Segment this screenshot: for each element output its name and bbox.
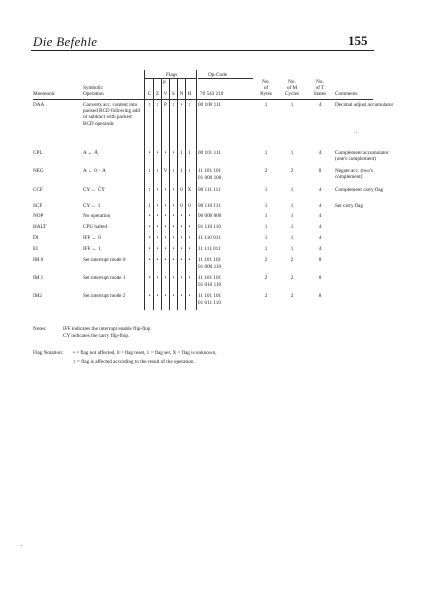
flags-header: Flags — [166, 72, 178, 78]
mcycles-header-bottom: Cycles — [284, 91, 300, 97]
opcode-header: Op-Code — [208, 72, 228, 78]
opcode-cell-line2: 01 010 110 — [198, 282, 222, 288]
flag-cell: ↕ — [172, 168, 175, 174]
mnemonic-cell: SCF — [33, 203, 43, 209]
scan-speck — [356, 132, 357, 133]
flag-cell: • — [164, 213, 167, 219]
bytes-cell: 1 — [264, 246, 268, 252]
operation-cell: Set interrupt mode 1 — [83, 275, 126, 281]
bytes-cell: 2 — [264, 275, 268, 281]
chapter-title: Die Befehle — [33, 34, 98, 49]
mcycles-cell: 2 — [290, 257, 294, 263]
tstates-cell: 4 — [318, 187, 322, 193]
opcode-cell: 00 101 111 — [198, 150, 221, 156]
flag-cell: ↕ — [172, 102, 175, 108]
opcode-cell: 11 101 101 — [198, 168, 222, 174]
flag-cell: • — [172, 275, 175, 281]
operation-cell: A ← 0 − A — [83, 168, 106, 174]
flag-cell: ↕ — [156, 168, 159, 174]
flag-cell: • — [164, 203, 167, 209]
note-line: IFF indicates the interrupt enable flip-flop — [63, 326, 151, 332]
tstates-header-bottom: States — [313, 91, 327, 97]
opcode-cell: 00 110 111 — [198, 203, 221, 209]
flag-col-header: C — [147, 91, 152, 97]
flag-cell: ↕ — [188, 102, 191, 108]
mnemonic-cell: DI — [33, 235, 39, 241]
mcycles-cell: 2 — [290, 293, 294, 299]
operation-cell: CY ← 1 — [83, 203, 101, 209]
flag-cell: • — [172, 257, 175, 263]
flag-cell: • — [164, 224, 167, 230]
bytes-cell: 1 — [264, 102, 268, 108]
flag-cell: • — [164, 275, 167, 281]
bytes-cell: 2 — [264, 293, 268, 299]
flag-cell: • — [180, 235, 183, 241]
comment-cell: Set carry flag — [335, 203, 363, 209]
bytes-header-mid: of — [263, 85, 269, 91]
flags-left-rule — [144, 70, 145, 310]
opcode-bits-header: 76 543 210 — [200, 91, 224, 97]
opcode-cell: 00 100 111 — [198, 102, 221, 108]
flag-cell: ↕ — [156, 102, 159, 108]
mcycles-header-top: No. — [288, 79, 296, 85]
flag-cell: ↕ — [148, 168, 151, 174]
header-rule — [31, 50, 374, 51]
flag-cell: 0 — [180, 203, 183, 209]
bytes-cell: 1 — [264, 235, 268, 241]
bytes-cell: 2 — [264, 257, 268, 263]
flag-col-header: H — [187, 91, 192, 97]
flag-col-header: Z — [155, 91, 160, 97]
opcode-cell-line2: 01 000 110 — [198, 264, 222, 270]
mnemonic-cell: IM 1 — [33, 275, 44, 281]
flag-notation-line: • = flag not affected, 0 = flag reset, 1 = flag set, X = flag is unknown, — [73, 350, 217, 356]
opcode-cell: 11 101 101 — [198, 293, 222, 299]
note-line: CY indicates the carry flip-flop. — [63, 333, 130, 339]
flag-cell: • — [148, 275, 151, 281]
flag-cell: 0 — [180, 187, 183, 193]
mnemonic-cell: NEG — [33, 168, 44, 174]
comment-cell: Complement accumulator (one's complement) — [335, 150, 389, 163]
flags-right-rule — [196, 70, 197, 310]
bytes-cell: 1 — [264, 224, 268, 230]
flag-cell: 1 — [148, 203, 151, 209]
operation-cell: Set interrupt mode 0 — [83, 257, 126, 263]
mnemonic-cell: CCF — [33, 187, 43, 193]
operation-cell: Converts acc. content into packed BCD following add or subtract with packed BCD operands — [83, 102, 140, 127]
mcycles-cell: 1 — [290, 102, 294, 108]
flag-cell: • — [156, 235, 159, 241]
tstates-cell: 4 — [318, 102, 322, 108]
tstates-cell: 4 — [318, 150, 322, 156]
flag-cell: 1 — [180, 168, 183, 174]
flag-cell: • — [148, 224, 151, 230]
flag-col-header: V — [163, 91, 168, 97]
bytes-cell: 1 — [264, 213, 268, 219]
flag-cell: • — [148, 293, 151, 299]
flag-cell: • — [156, 224, 159, 230]
flag-cell: • — [148, 257, 151, 263]
flag-cell: • — [148, 213, 151, 219]
comment-cell: Decimal adjust accumulator — [335, 102, 394, 108]
notes-label: Notes: — [33, 326, 47, 332]
flag-cell: • — [180, 102, 183, 108]
tstates-cell: 8 — [318, 257, 322, 263]
flag-cell: • — [156, 213, 159, 219]
tstates-cell: 8 — [318, 293, 322, 299]
tstates-cell: 8 — [318, 275, 322, 281]
tstates-cell: 8 — [318, 168, 322, 174]
flag-cell: • — [180, 224, 183, 230]
bytes-header-bottom: Bytes — [260, 91, 272, 97]
bytes-header-top: No. — [262, 79, 270, 85]
flag-cell: • — [164, 246, 167, 252]
flag-cell: 1 — [188, 150, 191, 156]
flag-cell: • — [188, 275, 191, 281]
operation-cell: A ← Ā — [83, 150, 98, 156]
opcode-cell: 00 000 000 — [198, 213, 222, 219]
flag-cell: • — [164, 235, 167, 241]
flag-cell: • — [164, 257, 167, 263]
mnemonic-cell: EI — [33, 246, 38, 252]
flag-cell: • — [180, 213, 183, 219]
flag-col-header: N — [179, 91, 184, 97]
mnemonic-cell: CPL — [33, 150, 43, 156]
operation-header: Operation — [83, 91, 104, 97]
opcode-cell: 11 110 011 — [198, 235, 221, 241]
flag-cell: ↕ — [148, 187, 151, 193]
flag-cell: • — [156, 150, 159, 156]
flag-cell: • — [188, 293, 191, 299]
flag-cell: • — [156, 187, 159, 193]
mnemonic-cell: IM2 — [33, 293, 42, 299]
flag-cell: • — [188, 224, 191, 230]
flag-cell: V — [163, 168, 168, 174]
flag-cell: • — [148, 235, 151, 241]
bytes-cell: 1 — [264, 150, 268, 156]
flag-cell: • — [156, 246, 159, 252]
flag-cell: • — [156, 203, 159, 209]
scan-speck — [21, 545, 22, 546]
flag-cell: 1 — [180, 150, 183, 156]
operation-cell: IFF ← 0 — [83, 235, 101, 241]
flag-cell: • — [148, 246, 151, 252]
flag-cell: ↕ — [188, 168, 191, 174]
flag-cell: • — [164, 150, 167, 156]
tstates-cell: 4 — [318, 224, 322, 230]
bytes-cell: 1 — [264, 187, 268, 193]
mcycles-cell: 1 — [290, 187, 294, 193]
flag-cell: • — [164, 293, 167, 299]
flag-cell: • — [188, 257, 191, 263]
flag-cell: • — [188, 213, 191, 219]
flag-cell: • — [180, 246, 183, 252]
flag-cell: X — [187, 187, 192, 193]
mcycles-cell: 1 — [290, 235, 294, 241]
flag-cell: • — [188, 235, 191, 241]
mnemonic-header: Mnemonic — [33, 91, 56, 97]
operation-cell: CPU halted — [83, 224, 108, 230]
operation-cell: IFF ← 1 — [83, 246, 101, 252]
tstates-cell: 4 — [318, 213, 322, 219]
tstates-cell: 4 — [318, 246, 322, 252]
opcode-cell: 00 111 111 — [198, 187, 221, 193]
mcycles-cell: 1 — [290, 224, 294, 230]
opcode-cell: 11 101 101 — [198, 257, 222, 263]
operation-cell: Set interrupt mode 2 — [83, 293, 126, 299]
flag-cell: • — [172, 246, 175, 252]
opcode-cell: 11 111 011 — [198, 246, 221, 252]
mcycles-header-mid: of M — [286, 85, 298, 91]
opcode-cell: 01 110 110 — [198, 224, 221, 230]
mnemonic-cell: DAA — [33, 102, 45, 108]
mcycles-cell: 2 — [290, 275, 294, 281]
flag-cell: • — [164, 187, 167, 193]
mcycles-cell: 1 — [290, 246, 294, 252]
flag-cell: • — [156, 293, 159, 299]
header-bottom-rule — [33, 99, 373, 100]
tstates-cell: 4 — [318, 235, 322, 241]
flag-cell: • — [172, 235, 175, 241]
flag-cell: • — [148, 150, 151, 156]
flag-cell: P — [164, 102, 167, 108]
mnemonic-cell: IM 0 — [33, 257, 44, 263]
flag-notation-line: ↕ = flag is affected according to the result of the operation. — [73, 359, 195, 365]
opcode-cell: 11 101 101 — [198, 275, 222, 281]
flag-cell: ↕ — [148, 102, 151, 108]
flag-cell: • — [180, 275, 183, 281]
symbolic-header: Symbolic — [83, 85, 103, 91]
opcode-cell-line2: 01 000 100 — [198, 175, 222, 181]
opcode-cell-line2: 01 011 110 — [198, 300, 221, 306]
mnemonic-cell: HALT — [33, 224, 47, 230]
opcode-header-rule — [198, 78, 253, 79]
mnemonic-cell: NOP — [33, 213, 44, 219]
bytes-cell: 1 — [264, 203, 268, 209]
flag-cell: • — [172, 150, 175, 156]
operation-cell: No operation — [83, 213, 111, 219]
flag-cell: • — [156, 257, 159, 263]
mcycles-cell: 1 — [290, 203, 294, 209]
flag-cell: • — [172, 293, 175, 299]
tstates-header-top: No. — [316, 79, 324, 85]
flag-cell: • — [180, 293, 183, 299]
comment-cell: Negate acc. (two's complement) — [335, 168, 373, 181]
pv-marker: P — [163, 80, 166, 86]
tstates-cell: 4 — [318, 203, 322, 209]
mcycles-cell: 1 — [290, 213, 294, 219]
flag-cell: • — [172, 187, 175, 193]
mcycles-cell: 1 — [290, 150, 294, 156]
comment-cell: Complement carry flag — [335, 187, 384, 193]
flag-cell: • — [172, 224, 175, 230]
comments-header: Comments — [335, 91, 358, 97]
flags-header-rule — [144, 78, 196, 79]
flag-cell: • — [156, 275, 159, 281]
operation-cell: CY ← C̄Ȳ — [83, 187, 106, 193]
bytes-cell: 2 — [264, 168, 268, 174]
flag-cell: 0 — [188, 203, 191, 209]
mcycles-cell: 2 — [290, 168, 294, 174]
flag-cell: • — [188, 246, 191, 252]
flag-cell: • — [172, 203, 175, 209]
flag-cell: • — [172, 213, 175, 219]
tstates-header-mid: of T — [315, 85, 325, 91]
flag-cell: • — [180, 257, 183, 263]
flag-notation-label: Flag Notation: — [33, 350, 64, 356]
page-number: 155 — [348, 33, 368, 48]
flag-col-header: S — [172, 91, 175, 97]
